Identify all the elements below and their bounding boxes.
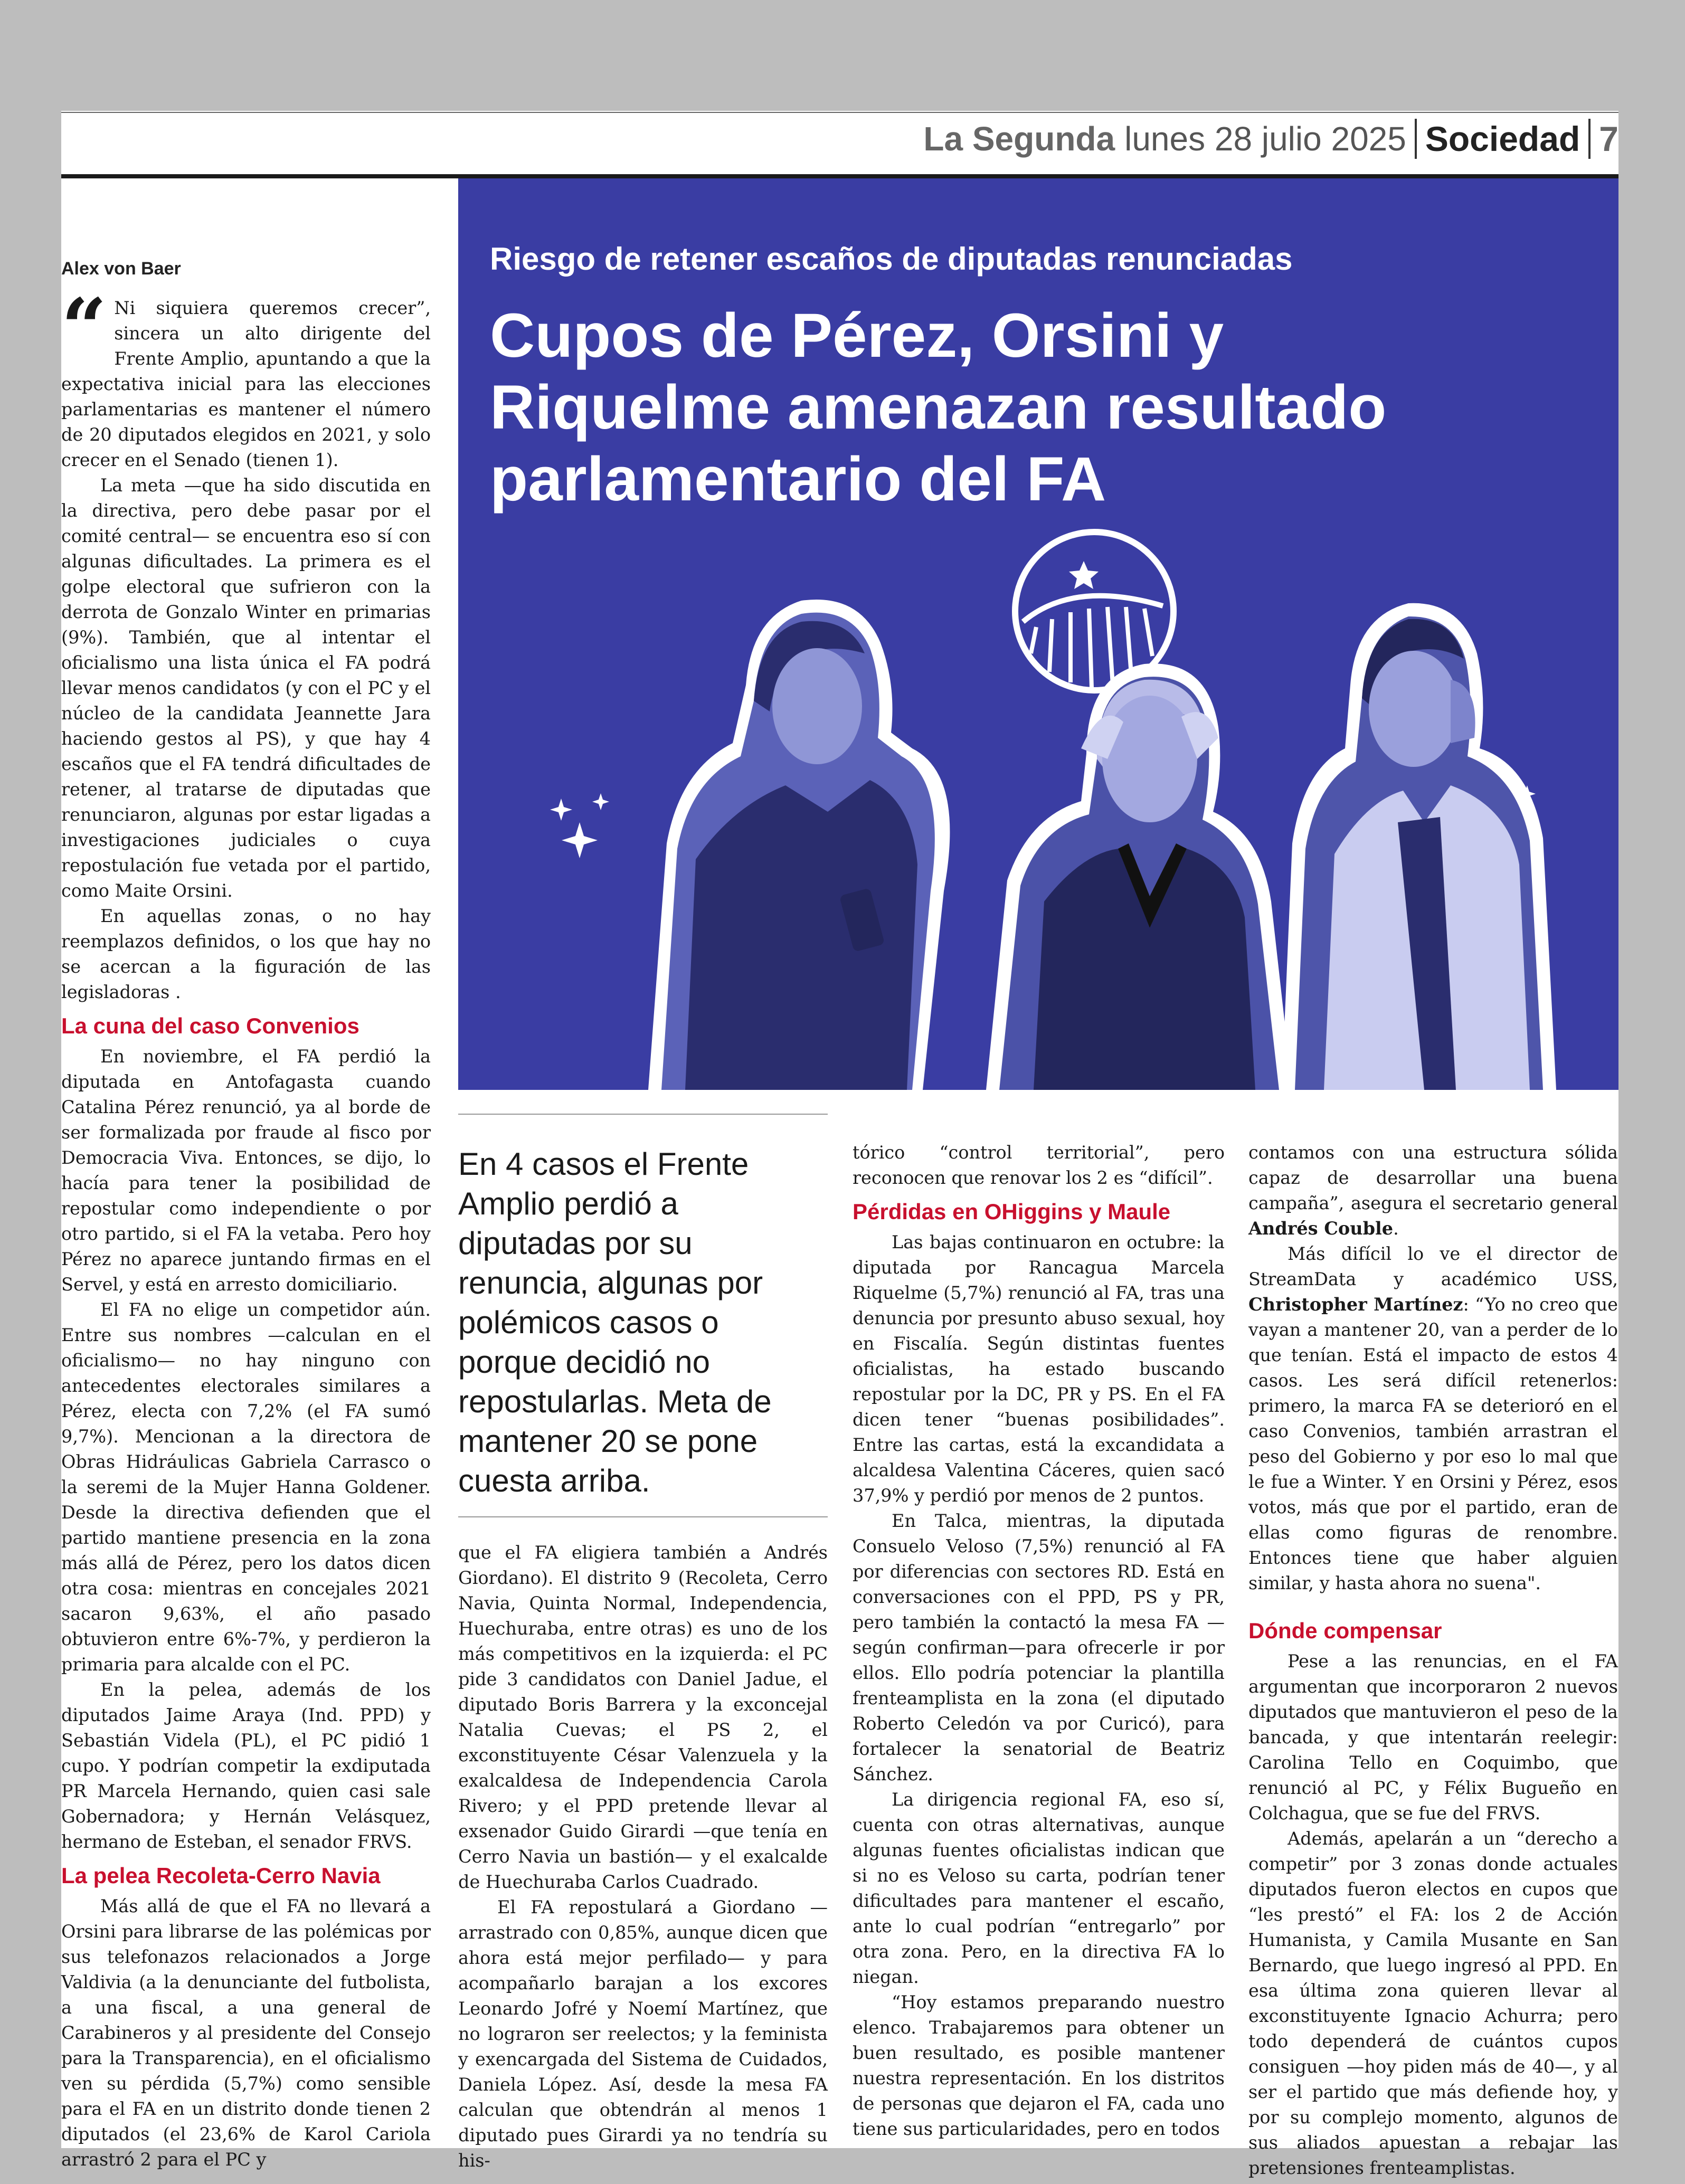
hero-banner [458, 178, 1618, 1090]
paragraph: Más allá de que el FA no llevará a Orsini para librarse de las polémicas por sus telefonazos relacionados a Jorge Valdivia (a la denunciante del futbolista, a una fiscal, a una general de Carabineros y al presidente del Consejo para la Transparencia), en el oficialismo ven su pérdida (5,7%) como sensible para el FA en un distrito donde tienen 2 diputados (el 23,6% de Karol Cariola arrastró 2 para el PC y [61, 1896, 431, 2170]
paragraph: tórico “control territorial”, pero reconocen que renovar los 2 es “difícil”. [853, 1142, 1225, 1188]
headline-kicker: Riesgo de retener escaños de diputadas renunciadas [490, 241, 1293, 277]
lead-paragraph: “ Ni siquiera queremos crecer”, sincera un alto dirigente del Frente Amplio, apuntando a que la expectativa inicial para las elecciones parlamentarias es mantener el número de 20 diputados elegidos en 2021, y solo crecer en el Senado (tienen 1). [61, 281, 431, 470]
paragraph: Además, apelarán a un “derecho a competir” por 3 zonas donde actuales diputados fueron electos en cupos que “les prestó” el FA: los 2 de Acción Humanista, y Camila Musante en San Bernardo, que luego ingresó al PPD. En esa última zona quieren llevar al exconstituyente Ignacio Achurra; pero todo dependerá de cuántos cupos consiguen —hoy piden más de 40—, y al ser el partido que más defiende hoy, y por su complejo momento, algunos de sus aliados apuestan a rebajar las pretensiones frenteamplistas. [1248, 1828, 1618, 2178]
paragraph: En aquellas zonas, o no hay reemplazos definidos, o los que hay no se acercan a la figuración de las legisladoras . [61, 906, 431, 1002]
paragraph: que el FA eligiera también a Andrés Giordano). El distrito 9 (Recoleta, Cerro Navia, Quinta Normal, Independencia, Huechuraba, entre otras) es uno de los más competitivos en la izquierda: el PC pide 3 candidatos con Daniel Jadue, el diputado Boris Barrera y la exconcejal Natalia Cuevas; el PS 2, el exconstituyente César Valenzuela y la exalcaldesa de Independencia Carola Rivero; y el PPD pretende llevar al exsenador Guido Girardi —que tenía en Cerro Navia un bastión— y el exalcalde de Huechuraba Carlos Cuadrado. [458, 1542, 828, 1892]
page-header [923, 115, 1618, 163]
paragraph: En Talca, mientras, la diputada Consuelo Veloso (7,5%) renunció al FA por diferencias con sectores RD. Está en conversaciones con el PPD, PS y PR, pero también la contactó la mesa FA —según confirman—para ofrecerle ir por ellos. Ello podría potenciar la plantilla frenteamplista en la zona (el diputado Roberto Celedón va por Curicó), para fortalecer la senatorial de Beatriz Sánchez. [853, 1511, 1225, 1784]
pull-quote: En 4 casos el Frente Amplio perdió a diputadas por su renuncia, algunas por polémicos casos o porque decidió no repostularlas. Meta de mantener 20 se pone cuesta arriba. [458, 1146, 772, 1498]
pullquote-rule-bottom [458, 1516, 828, 1517]
subheading: La cuna del caso Convenios [61, 1013, 359, 1038]
pullquote-rule-top [458, 1114, 828, 1115]
hero-illustration [458, 178, 1618, 1090]
paragraph: Las bajas continuaron en octubre: la diputada por Rancagua Marcela Riquelme (5,7%) renunció al FA, tras una denuncia por presunto abuso sexual, hoy en Fiscalía. Según distintas fuentes oficialistas, ha estado buscando repostular por la DC, PR y PS. En el FA dicen tener “buenas posibilidades”. Entre las cartas, está la excandidata a alcaldesa Valentina Cáceres, quien sacó 37,9% y perdió por menos de 2 puntos. [853, 1232, 1225, 1506]
paragraph: Pese a las renuncias, en el FA argumentan que incorporaron 2 nuevos diputados que mantuvieron el peso de la bancada, y que intentarán reelegir: Carolina Tello en Coquimbo, que renunció al PC, y Félix Bugueño en Colchagua, que se fue del FRVS. [1248, 1651, 1618, 1824]
subheading: Pérdidas en OHiggins y Maule [853, 1199, 1171, 1224]
issue-date: lunes 28 julio 2025 [1124, 120, 1406, 158]
photo-cutout-left [648, 600, 950, 1090]
headline-title: Cupos de Pérez, Orsini y Riquelme amenazan resultado parlamentario del FA [490, 301, 1387, 514]
article-column-1 [61, 281, 431, 2172]
source-name: Andrés Couble [1248, 1218, 1394, 1239]
paragraph: El FA repostulará a Giordano —arrastrado con 0,85%, aunque dicen que ahora está mejor perfilado— y para acompañarlo barajan a los excores Leonardo Jofré y Noemí Martínez, que no lograron ser reelectos; y la feminista y exencargada del Sistema de Cuidados, Daniela López. Así, desde la mesa FA calculan que obtendrán al menos 1 diputado pues Girardi ya no tendría su his- [458, 1897, 828, 2171]
paragraph: El FA no elige un competidor aún. Entre sus nombres —calculan en el oficialismo— no hay ninguno con antecedentes electorales similares a Pérez, electa con 7,2% (el FA sumó 9,7%). Mencionan a la directora de Obras Hidráulicas Gabriela Carrasco o la seremi de la Mujer Hanna Goldener. Desde la directiva defienden que el partido mantiene presencia en la zona más allá de Pérez, pero los datos dicen otra cosa: mientras en concejales 2021 sacaron 9,63%, el año pasado obtuvieron entre 6%-7%, y perdieron la primaria para alcalde con el PC. [61, 1299, 431, 1675]
paragraph: La meta —que ha sido discutida en la directiva, pero debe pasar por el comité central— se encuentra eso sí con algunas dificultades. La primera es el golpe electoral que sufrieron con la derrota de Gonzalo Winter en primarias (9%). También, que al intentar el oficialismo una lista única el FA podrá llevar menos candidatos (y con el PC y el núcleo de la candidata Jeannette Jara haciendo gestos al PS), y que hay 4 escaños que el FA tendrá dificultades de retener, al tratarse de diputadas que renunciaron, algunas por estar ligadas a investigaciones judiciales o cuya repostulación fue vetada por el partido, como Maite Orsini. [61, 475, 431, 901]
paragraph: En noviembre, el FA perdió la diputada en Antofagasta cuando Catalina Pérez renunció, ya al borde de ser formalizada por fraude al fisco por Democracia Viva. Entonces, se dijo, lo hacía para tener la posibilidad de repostular como independiente o por otro partido, si el FA la vetaba. Pero hoy Pérez no aparece juntando firmas en el Servel, y está en arresto domiciliario. [61, 1046, 431, 1295]
subheading: La pelea Recoleta-Cerro Navia [61, 1863, 381, 1888]
paragraph: Más difícil lo ve el director de StreamData y académico USS, Christopher Martínez: “Yo no creo que vayan a mantener 20, van a perder de lo que tenían. Está el impacto de estos 4 casos. Les será difícil retenerlos: primero, la marca FA se deterioró en el caso Convenios, también arrastran el peso del Gobierno y por eso lo mal que le fue a Winter. Y en Orsini y Pérez, esos votos, más que por el partido, eran de ellas como figuras de renombre. Entonces tiene que haber alguien similar, y hasta ahora no suena". [1248, 1243, 1618, 1593]
photo-cutout-center [986, 663, 1292, 1090]
photo-cutout-right [1282, 603, 1556, 1090]
header-divider [1415, 119, 1417, 159]
article-column-2 [458, 1540, 828, 2173]
page-number: 7 [1599, 119, 1618, 158]
sparkle-icon [550, 793, 609, 858]
article-column-3 [853, 1140, 1225, 2142]
top-border [61, 112, 1618, 113]
article-column-4 [1248, 1140, 1618, 2181]
byline: Alex von Baer [61, 259, 181, 279]
newspaper-brand: La Segunda [923, 120, 1115, 158]
paragraph: “Hoy estamos preparando nuestro elenco. Trabajaremos para obtener un buen resultado, es posible mantener nuestra representación. En los distritos de personas que dejaron el FA, cada uno tiene sus particularidades, pero en todos [853, 1992, 1225, 2139]
header-rule [61, 174, 1618, 178]
paragraph: En la pelea, además de los diputados Jaime Araya (Ind. PPD) y Sebastián Videla (PL), el PC pidió 1 cupo. Y podrían competir la exdiputada PR Marcela Hernando, quien casi sale Gobernadora; y Hernán Velásquez, hermano de Esteban, el senador FRVS. [61, 1679, 431, 1852]
header-divider [1588, 119, 1591, 159]
source-name: Christopher Martínez [1248, 1294, 1463, 1315]
subheading: Dónde compensar [1248, 1618, 1442, 1643]
paragraph: La dirigencia regional FA, eso sí, cuenta con otras alternativas, aunque algunas fuentes oficialistas indican que si no es Veloso su carta, podrían tener dificultades para mantener el escaño, ante lo cual podrían “entregarlo” por otra zona. Pero, en la directiva FA lo niegan. [853, 1789, 1225, 1987]
section-name: Sociedad [1425, 119, 1580, 158]
paragraph: contamos con una estructura sólida capaz de desarrollar una buena campaña”, asegura el secretario general Andrés Couble. [1248, 1142, 1618, 1239]
quote-mark-icon: “ [61, 281, 107, 374]
